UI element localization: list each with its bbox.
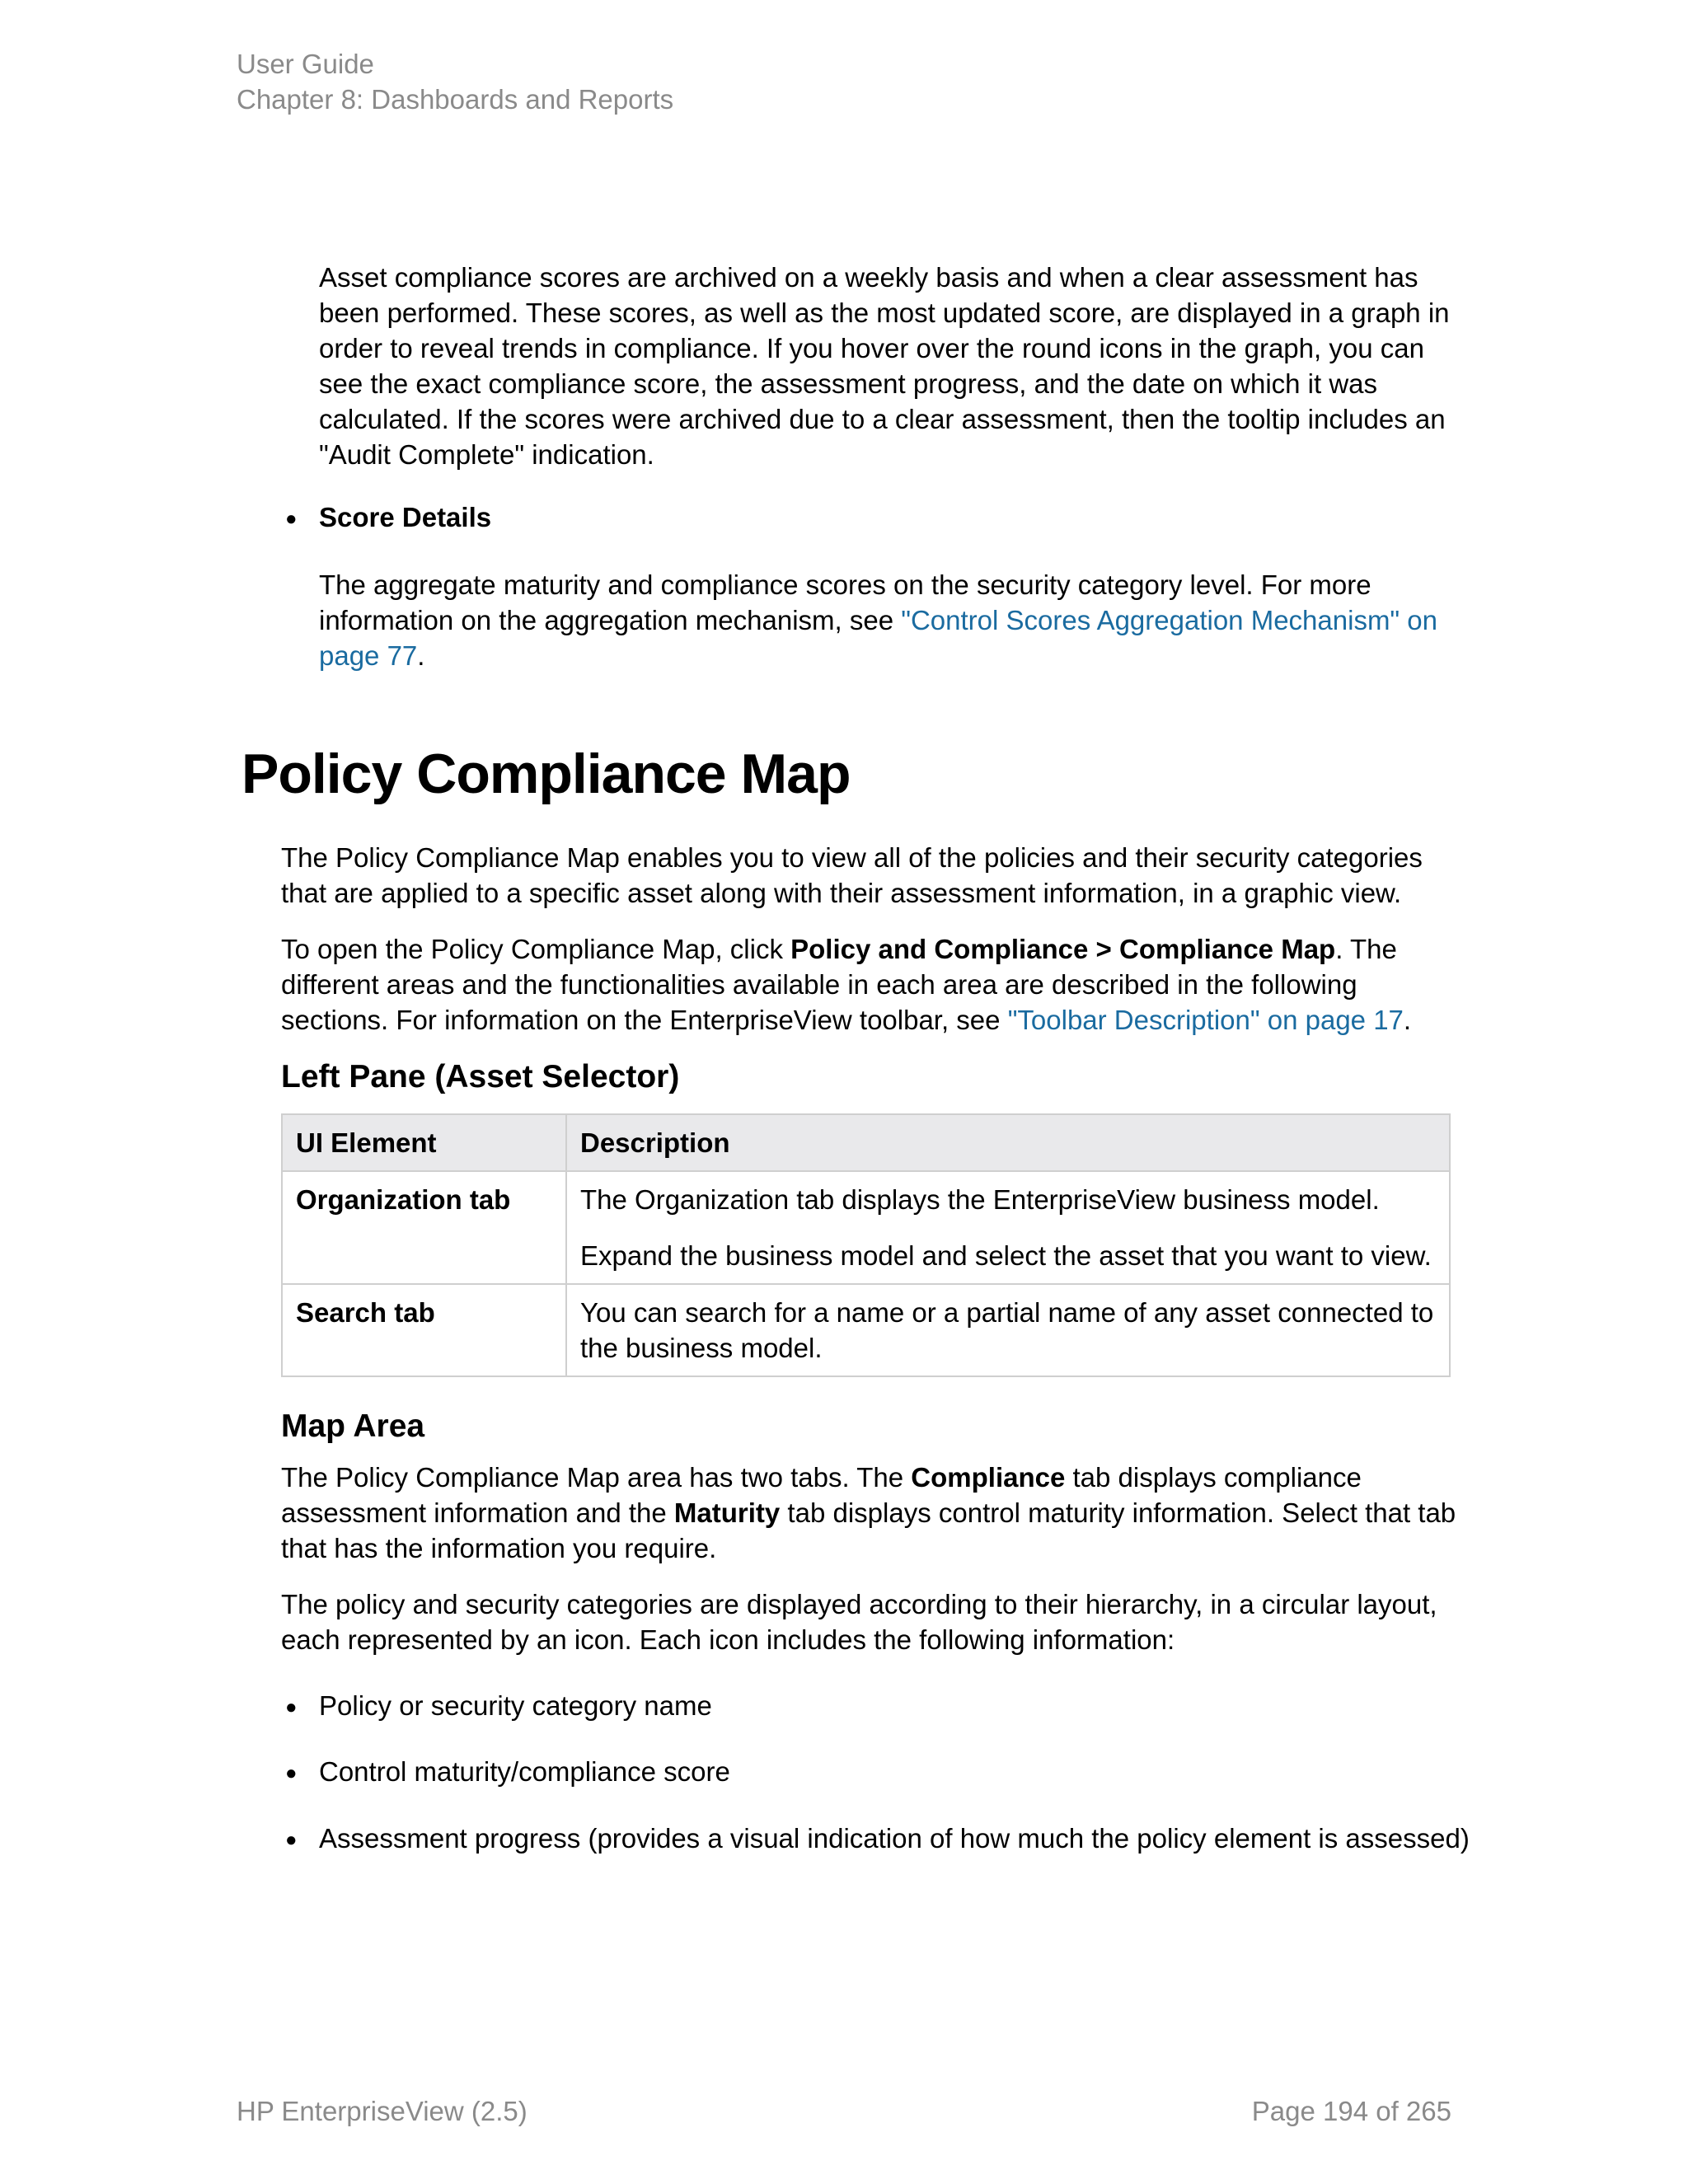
left-pane-heading: Left Pane (Asset Selector) — [281, 1059, 680, 1094]
description-line: You can search for a name or a partial name of any asset connected to the business model. — [580, 1297, 1434, 1363]
search-tab-description — [566, 1284, 1450, 1376]
bullet-dot: ● — [285, 508, 298, 530]
score-details-label: Score Details — [319, 502, 492, 532]
toolbar-description-link[interactable]: "Toolbar Description" on page 17 — [1007, 1005, 1404, 1035]
list-item — [285, 1754, 730, 1791]
doc-title: User Guide — [237, 49, 374, 79]
organization-tab-cell: Organization tab — [282, 1171, 566, 1284]
map-area-heading: Map Area — [281, 1408, 425, 1444]
map-area-text-2: tab displays compliance assessment information and the — [281, 1462, 1362, 1528]
score-details-period: . — [417, 640, 425, 671]
bullet-dot: ● — [285, 1829, 298, 1851]
open-map-paragraph — [281, 931, 1460, 1038]
open-map-text: To open the Policy Compliance Map, click — [281, 934, 791, 964]
bullet-dot: ● — [285, 1762, 298, 1784]
map-area-text-3: tab displays control maturity information. Select that tab that has the information you require. — [281, 1497, 1456, 1563]
description-line: Expand the business model and select the asset that you want to view. — [580, 1240, 1432, 1271]
section-title: Policy Compliance Map — [241, 743, 851, 805]
score-details-text: The aggregate maturity and compliance scores on the security category level. For more information on the aggregation mechanism, see — [319, 569, 1372, 635]
hierarchy-paragraph: The policy and security categories are displayed according to their hierarchy, in a circular layout, each represented by an icon. Each icon includes the following information: — [281, 1589, 1437, 1655]
policy-map-intro-paragraph: The Policy Compliance Map enables you to view all of the policies and their security categories that are applied to a specific asset along with their assessment information, in a graphic view. — [281, 842, 1423, 908]
aggregation-mechanism-link[interactable]: "Control Scores Aggregation Mechanism" on page 77 — [319, 605, 1438, 671]
footer-page-number: Page 194 of 265 — [1251, 2096, 1451, 2126]
ui-element-column-header: UI Element — [282, 1114, 566, 1171]
bullet-text: Assessment progress (provides a visual indication of how much the policy element is assessed) — [319, 1823, 1470, 1854]
ui-element-table — [281, 1113, 1451, 1377]
score-details-bullet — [285, 499, 491, 537]
footer-product: HP EnterpriseView (2.5) — [237, 2096, 528, 2126]
compliance-tab-term: Compliance — [911, 1462, 1066, 1493]
list-item — [285, 1821, 1470, 1858]
description-line: The Organization tab displays the EnterpriseView business model. — [580, 1184, 1380, 1215]
score-details-paragraph — [319, 567, 1473, 673]
table-row — [282, 1171, 1450, 1284]
organization-tab-description — [566, 1171, 1450, 1284]
compliance-trend-paragraph: Asset compliance scores are archived on a weekly basis and when a clear assessment has been performed. These scores, as well as the most updated score, are displayed in a graph in order to reveal trends in compliance. If you hover over the round icons in the graph, you can see the exact compliance score, the assessment progress, and the date on which it was calculated. If the scores were archived due to a clear assessment, then the tooltip includes an "Audit Complete" indication. — [319, 262, 1450, 470]
map-area-tabs-paragraph — [281, 1460, 1460, 1566]
map-area-text: The Policy Compliance Map area has two tabs. The — [281, 1462, 912, 1493]
search-tab-cell: Search tab — [282, 1284, 566, 1376]
bullet-text: Policy or security category name — [319, 1690, 712, 1721]
open-map-period: . — [1403, 1005, 1412, 1035]
open-map-text-2: . The different areas and the functionalities available in each area are described in the following sections. For information on the EnterpriseView toolbar, see — [281, 934, 1397, 1035]
bullet-text: Control maturity/compliance score — [319, 1756, 730, 1787]
bullet-dot: ● — [285, 1696, 298, 1718]
maturity-tab-term: Maturity — [673, 1497, 781, 1528]
chapter-title: Chapter 8: Dashboards and Reports — [237, 84, 674, 115]
running-header — [237, 46, 673, 117]
menu-path: Policy and Compliance > Compliance Map — [790, 934, 1336, 964]
list-item — [285, 1688, 712, 1725]
table-row — [282, 1284, 1450, 1376]
table-header-row — [282, 1114, 1450, 1171]
description-column-header: Description — [566, 1114, 1450, 1171]
